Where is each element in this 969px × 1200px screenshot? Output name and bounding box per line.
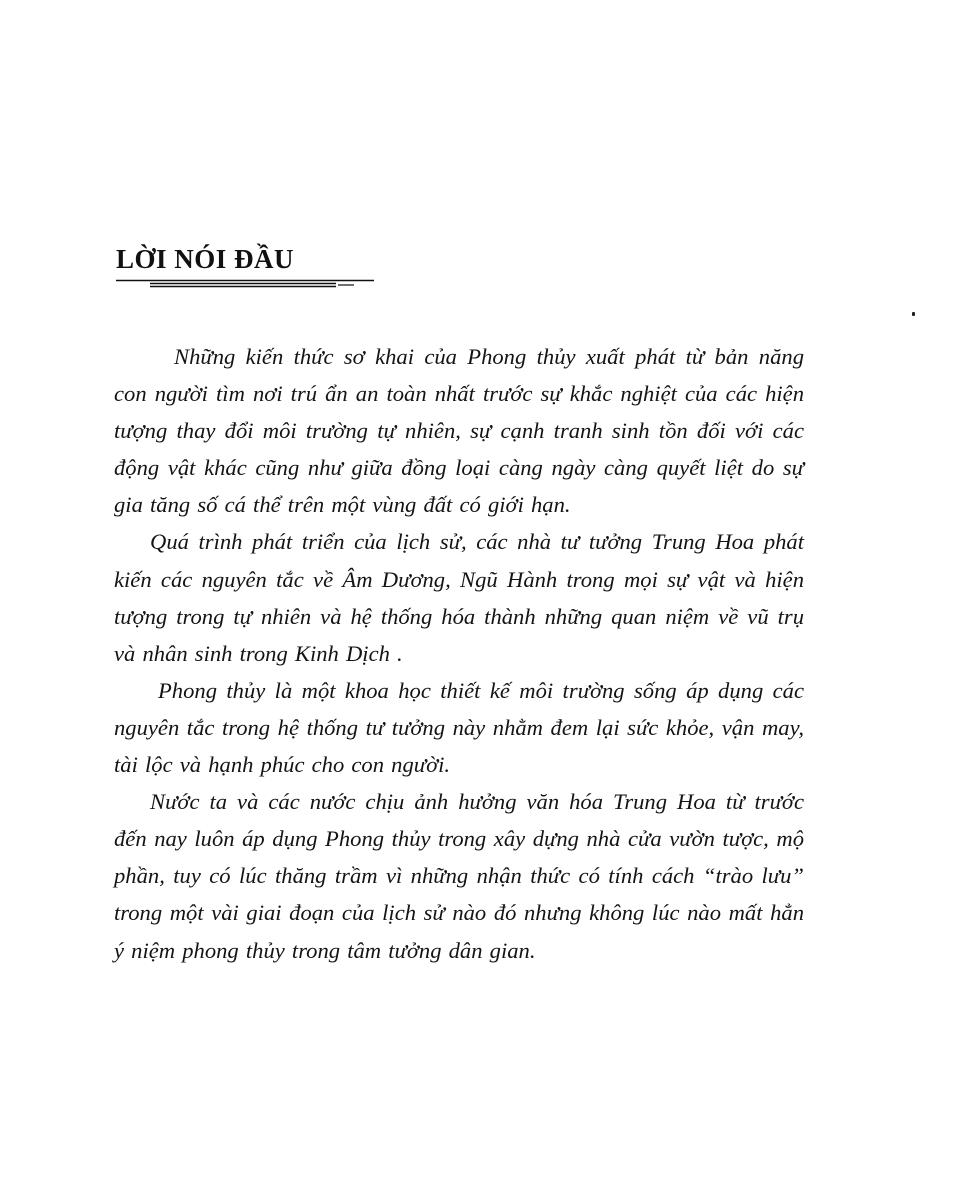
scan-speck	[912, 312, 915, 316]
paragraph-3: Phong thủy là một khoa học thiết kế môi trường sống áp dụng các nguyên tắc trong hệ thống tư tưởng này nhằm đem lại sức khỏe, vận may, tài lộc và hạnh phúc cho con người.	[114, 677, 804, 778]
paragraph-1: Những kiến thức sơ khai của Phong thủy xuất phát từ bản năng con người tìm nơi trú ẩn an toàn nhất trước sự khắc nghiệt của các hiện tượng thay đổi môi trường tự nhiên, sự cạnh tranh sinh tồn đối với các động vật khác cũng như giữa đồng loại càng ngày càng quyết liệt do sự gia tăng số cá thể trên một vùng đất có giới hạn.	[114, 344, 804, 518]
title-underline-rule	[116, 279, 374, 289]
paragraph-2: Quá trình phát triển của lịch sử, các nhà tư tưởng Trung Hoa phát kiến các nguyên tắc về Âm Dương, Ngũ Hành trong mọi sự vật và hiện tượng trong tự nhiên và hệ thống hóa thành những quan niệm về vũ trụ và nhân sinh trong Kinh Dịch .	[114, 529, 804, 666]
paragraph-4: Nước ta và các nước chịu ảnh hưởng văn hóa Trung Hoa từ trước đến nay luôn áp dụng Phong thủy trong xây dựng nhà cửa vườn tược, mộ phần, tuy có lúc thăng trầm vì những nhận thức có tính cách “trào lưu” trong một vài giai đoạn của lịch sử nào đó nhưng không lúc nào mất hẳn ý niệm phong thủy trong tâm tưởng dân gian.	[114, 789, 804, 963]
body-text	[114, 338, 804, 969]
heading-block	[116, 243, 294, 275]
page-title: LỜI NÓI ĐẦU	[116, 244, 295, 274]
